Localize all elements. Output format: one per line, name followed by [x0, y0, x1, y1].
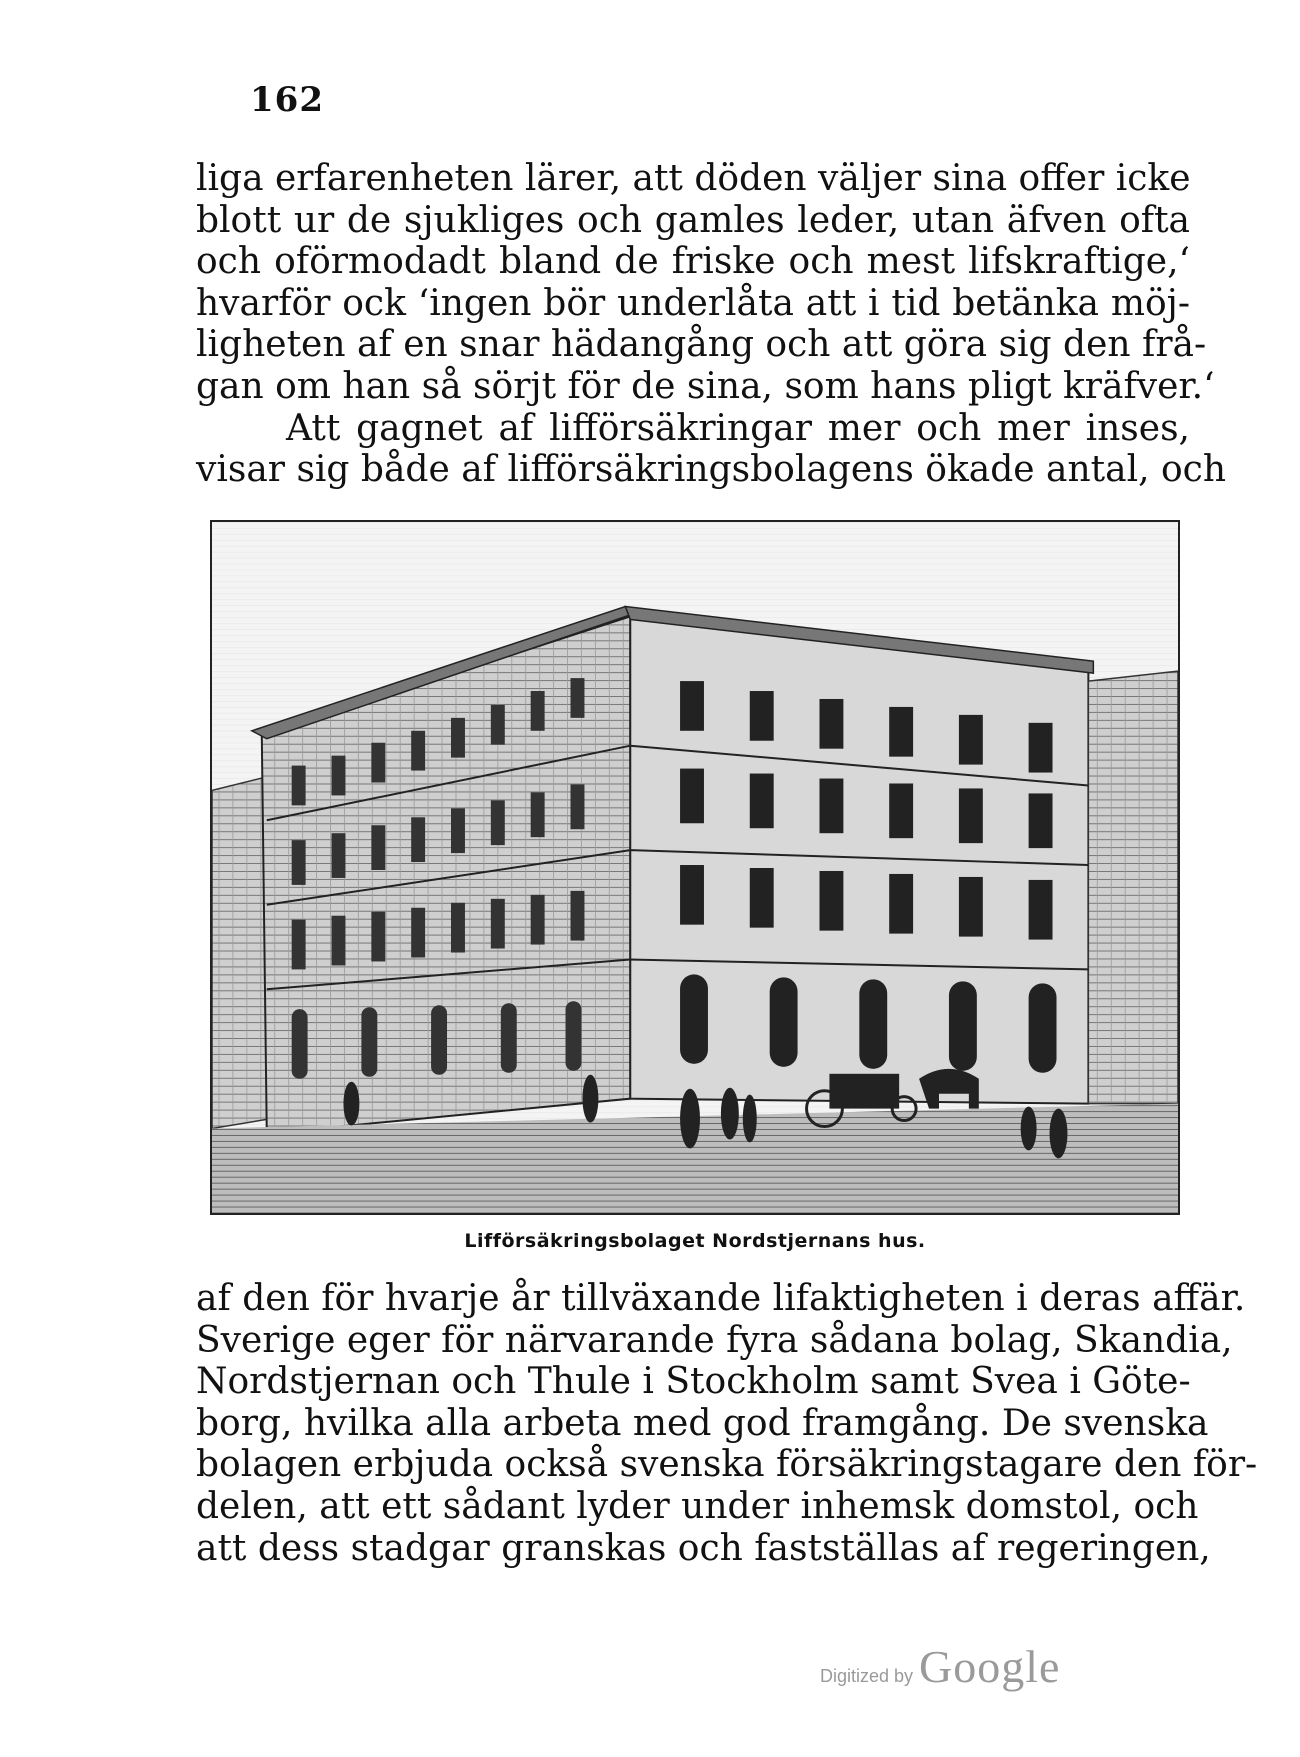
text-line: bolagen erbjuda också svenska försäkringstagare den för-	[196, 1444, 1258, 1486]
watermark-prefix: Digitized by	[820, 1666, 914, 1686]
text-line: Nordstjernan och Thule i Stockholm samt Svea i Göte-	[196, 1361, 1191, 1403]
building-engraving	[210, 520, 1180, 1215]
text-line: delen, att ett sådant lyder under inhemsk domstol, och	[196, 1485, 1199, 1527]
text-line: gan om han så sörjt för de sina, som hans pligt kräfver.‘	[196, 365, 1215, 407]
text-line: ligheten af en snar hädangång och att göra sig den frå-	[196, 324, 1207, 366]
page-number: 162	[250, 80, 324, 120]
text-line: Sverige eger för närvarande fyra sådana bolag, Skandia,	[196, 1319, 1233, 1361]
text-line: Att gagnet af lifförsäkringar mer och mer inses,	[286, 407, 1190, 449]
text-line: att dess stadgar granskas och fastställas af regeringen,	[196, 1527, 1211, 1569]
digitized-watermark	[820, 1640, 1060, 1693]
text-line: blott ur de sjukliges och gamles leder, utan äfven ofta	[196, 199, 1190, 241]
paragraph-top	[196, 158, 1227, 491]
engraving-illustration	[212, 522, 1178, 1213]
text-line: af den för hvarje år tillväxande lifaktigheten i deras affär.	[196, 1278, 1246, 1319]
google-logo: Google	[919, 1641, 1061, 1692]
paragraph-bottom	[196, 1278, 1258, 1569]
text-line: hvarför ock ‘ingen bör underlåta att i tid betänka möj-	[196, 282, 1190, 324]
text-line: och oförmodadt bland de friske och mest lifskraftige,‘	[196, 241, 1190, 283]
text-line: liga erfarenheten lärer, att döden väljer sina offer icke	[196, 158, 1191, 199]
figure-caption: Lifförsäkringsbolaget Nordstjernans hus.	[464, 1230, 926, 1252]
text-line: visar sig både af lifförsäkringsbolagens ökade antal, och	[196, 449, 1227, 491]
text-line: borg, hvilka alla arbeta med god framgång. De svenska	[196, 1402, 1209, 1444]
